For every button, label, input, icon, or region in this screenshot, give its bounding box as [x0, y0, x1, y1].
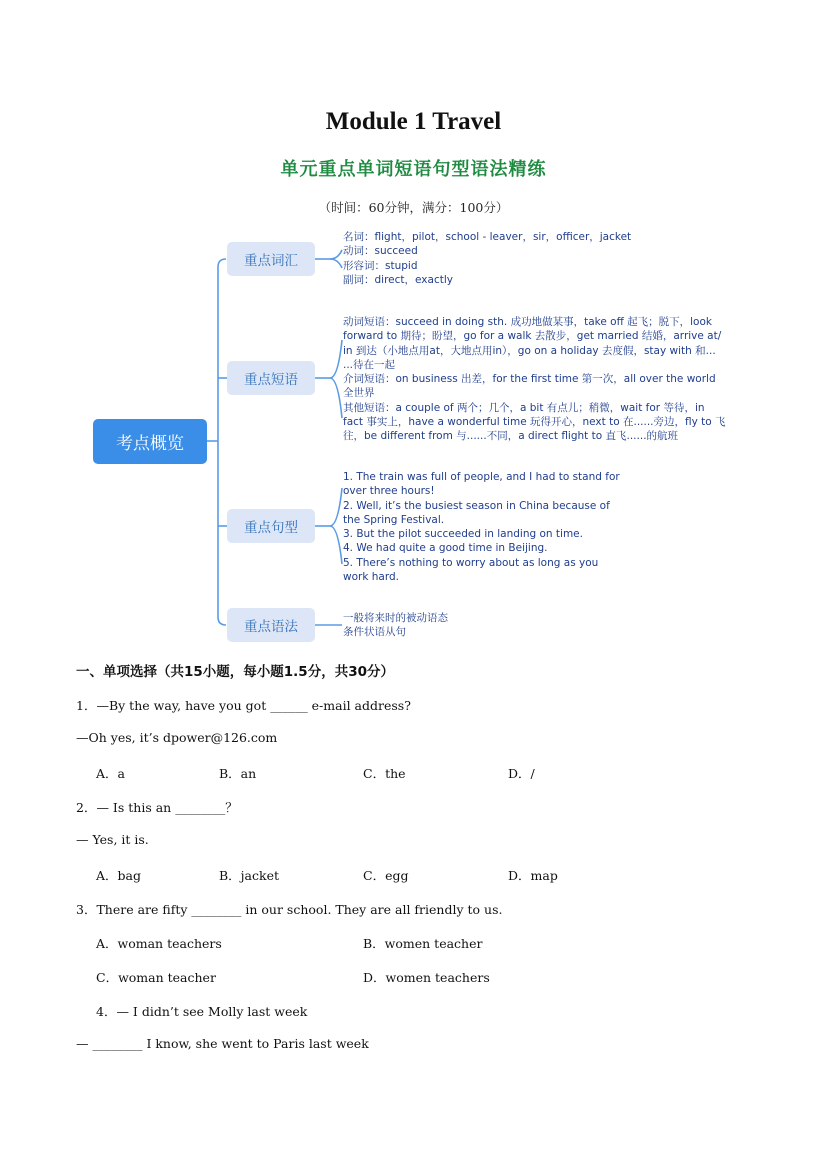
- note-line: 2. Well, it’s the busiest season in China because of: [343, 499, 610, 512]
- vocabulary-notes: [343, 230, 631, 287]
- question-2-reply: — Yes, it is.: [76, 832, 149, 847]
- note-line: 3. But the pilot succeeded in landing on time.: [343, 528, 583, 541]
- note-line: forward to 期待；盼望，go for a walk 去散步，get married 结婚，arrive at/: [343, 330, 722, 343]
- question-2-option-b[interactable]: B．jacket: [219, 868, 280, 883]
- note-line: the Spring Festival.: [343, 513, 445, 526]
- note-line: 副词：direct，exactly: [343, 273, 453, 286]
- note-line: ...待在一起: [343, 358, 396, 371]
- question-2-stem: 2．— Is this an ________？: [76, 800, 238, 815]
- note-line: 动词：succeed: [343, 245, 418, 258]
- question-3-stem: 3．There are fifty ________ in our school. They are all friendly to us.: [76, 902, 503, 917]
- question-3-option-c[interactable]: C．woman teacher: [96, 970, 216, 985]
- question-2-option-c[interactable]: C．egg: [363, 868, 409, 883]
- page-title: Module 1 Travel: [325, 108, 502, 135]
- note-line: over three hours!: [343, 485, 435, 498]
- note-line: fact 事实上，have a wonderful time 玩得开心，next to 在......旁边，fly to 飞: [343, 416, 726, 429]
- question-1-option-c[interactable]: C．the: [363, 766, 406, 781]
- question-1-stem: 1．—By the way, have you got ______ e-mail address?: [76, 698, 411, 713]
- question-1-option-b[interactable]: B．an: [219, 766, 257, 781]
- note-line: 其他短语：a couple of 两个；几个，a bit 有点儿；稍微，wait for 等待，in: [343, 401, 705, 414]
- note-line: 形容词：stupid: [343, 259, 418, 272]
- phrases-notes: [343, 315, 726, 444]
- question-3-option-d[interactable]: D．women teachers: [363, 970, 490, 985]
- note-line: work hard.: [343, 571, 399, 584]
- time-info: （时间：60分钟，满分：100分）: [318, 200, 509, 215]
- branch-grammar: 重点语法: [227, 608, 315, 642]
- note-line: 名词：flight，pilot，school - leaver，sir，officer，jacket: [343, 231, 632, 243]
- question-2-option-d[interactable]: D．map: [508, 868, 558, 883]
- branch-vocabulary: 重点词汇: [227, 242, 315, 276]
- question-2-option-a[interactable]: A．bag: [96, 868, 141, 883]
- question-4-stem: 4．— I didn’t see Molly last week: [96, 1004, 308, 1019]
- note-line: 动词短语：succeed in doing sth. 成功地做某事，take off 起飞；脱下，look: [343, 316, 712, 328]
- branch-phrases: 重点短语: [227, 361, 315, 395]
- note-line: 一般将来时的被动语态: [343, 612, 448, 624]
- section-heading: 一、单项选择（共15小题，每小题1.5分，共30分）: [76, 664, 394, 680]
- mind-map-root: 考点概览: [93, 419, 207, 464]
- question-1-option-a[interactable]: A．a: [96, 766, 125, 781]
- sentences-notes: [343, 470, 620, 584]
- note-line: 往，be different from 与......不同，a direct flight to 直飞......的航班: [343, 430, 679, 443]
- connector-spine-top: [218, 259, 226, 267]
- question-3-option-a[interactable]: A．woman teachers: [96, 936, 222, 951]
- note-line: 条件状语从句: [343, 626, 406, 639]
- page-subtitle: 单元重点单词短语句型语法精练: [280, 159, 547, 180]
- question-3-option-b[interactable]: B．women teacher: [363, 936, 483, 951]
- note-line: 4. We had quite a good time in Beijing.: [343, 542, 548, 555]
- note-line: in 到达（小地点用at，大地点用in），go on a holiday 去度假，stay with 和...: [343, 344, 716, 357]
- note-line: 1. The train was full of people, and I had to stand for: [343, 471, 620, 483]
- connector-spine-bottom: [218, 617, 226, 625]
- grammar-notes: [343, 611, 448, 640]
- question-4-reply: — ________ I know, she went to Paris last week: [76, 1036, 369, 1051]
- note-line: 介词短语：on business 出差，for the first time 第一次，all over the world: [343, 373, 716, 386]
- question-1-reply: —Oh yes, it’s dpower@126.com: [76, 730, 278, 745]
- question-1-option-d[interactable]: D．/: [508, 766, 535, 781]
- mind-map: [90, 228, 750, 646]
- note-line: 全世界: [343, 387, 375, 400]
- branch-sentences: 重点句型: [227, 509, 315, 543]
- note-line: 5. There’s nothing to worry about as long as you: [343, 556, 599, 569]
